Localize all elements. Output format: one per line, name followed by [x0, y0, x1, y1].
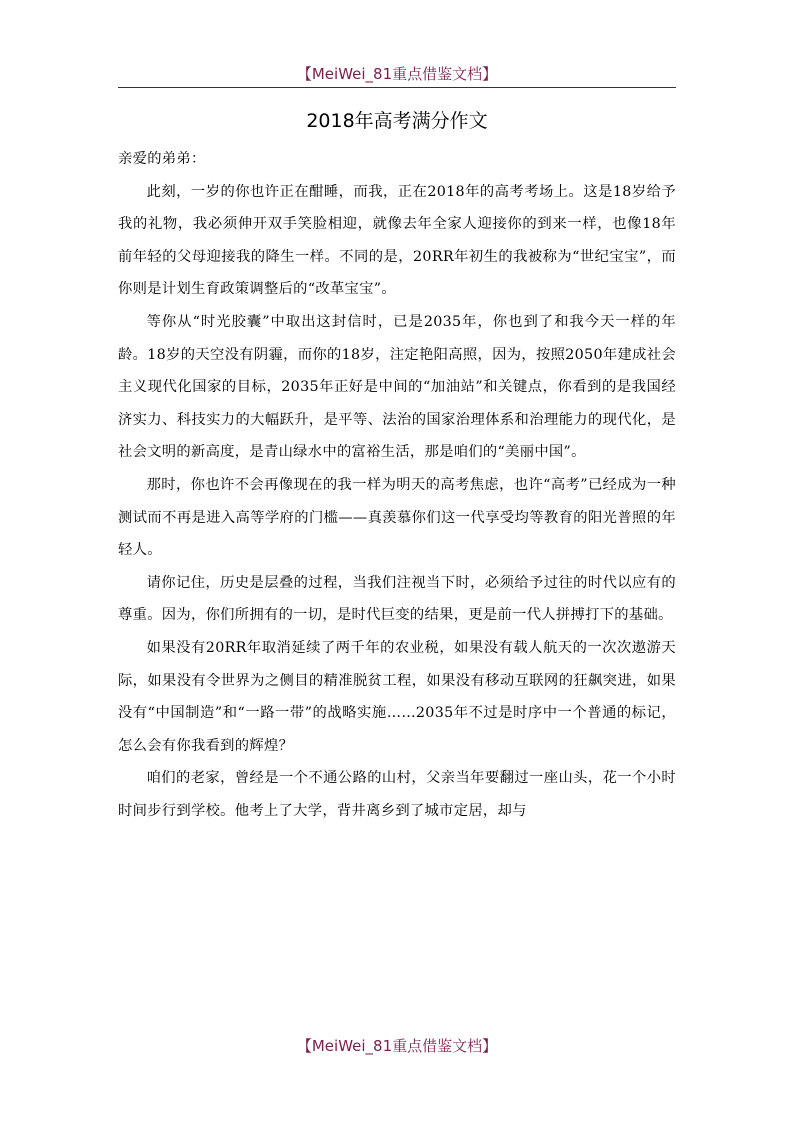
document-body [118, 143, 676, 827]
paragraph: 等你从“时光胶囊”中取出这封信时，已是2035年，你也到了和我今天一样的年龄。18岁的天空没有阴霾，而你的18岁，注定艳阳高照，因为，按照2050年建成社会主义现代化国家的目标，2035年正好是中间的“加油站”和关键点，你看到的是我国经济实力、科技实力的大幅跃升，是平等、法治的国家治理体系和治理能力的现代化，是社会文明的新高度，是青山绿水中的富裕生活，那是咱们的“美丽中国”。 [118, 313, 676, 461]
paragraph: 那时，你也许不会再像现在的我一样为明天的高考焦虑，也许“高考”已经成为一种测试而不再是进入高等学府的门槛——真羡慕你们这一代享受均等教育的阳光普照的年轻人。 [118, 476, 676, 559]
page-header: 【MeiWei_81重点借鉴文档】 [296, 65, 498, 83]
paragraph: 如果没有20RR年取消延续了两千年的农业税，如果没有载人航天的一次次遨游天际，如果没有令世界为之侧目的精准脱贫工程，如果没有移动互联网的狂飙突进，如果没有“中国制造”和“一路一带”的战略实施……2035年不过是时序中一个普通的标记，怎么会有你我看到的辉煌？ [118, 639, 676, 754]
paragraph: 咱们的老家，曾经是一个不通公路的山村，父亲当年要翻过一座山头，花一个小时时间步行到学校。他考上了大学，背井离乡到了城市定居，却与 [118, 770, 676, 819]
document-title: 2018年高考满分作文 [306, 110, 488, 132]
salutation: 亲爱的弟弟： [118, 151, 206, 167]
paragraph: 请你记住，历史是层叠的过程，当我们注视当下时，必须给予过往的时代以应有的尊重。因为，你们所拥有的一切，是时代巨变的结果，更是前一代人拼搏打下的基础。 [118, 574, 676, 624]
page-footer: 【MeiWei_81重点借鉴文档】 [296, 1037, 498, 1055]
paragraph: 此刻，一岁的你也许正在酣睡，而我，正在2018年的高考考场上。这是18岁给予我的礼物，我必须伸开双手笑脸相迎，就像去年全家人迎接你的到来一样，也像18年前年轻的父母迎接我的降生一样。不同的是，20RR年初生的我被称为“世纪宝宝”，而你则是计划生育政策调整后的“改革宝宝”。 [118, 183, 676, 298]
header-divider [118, 87, 676, 88]
